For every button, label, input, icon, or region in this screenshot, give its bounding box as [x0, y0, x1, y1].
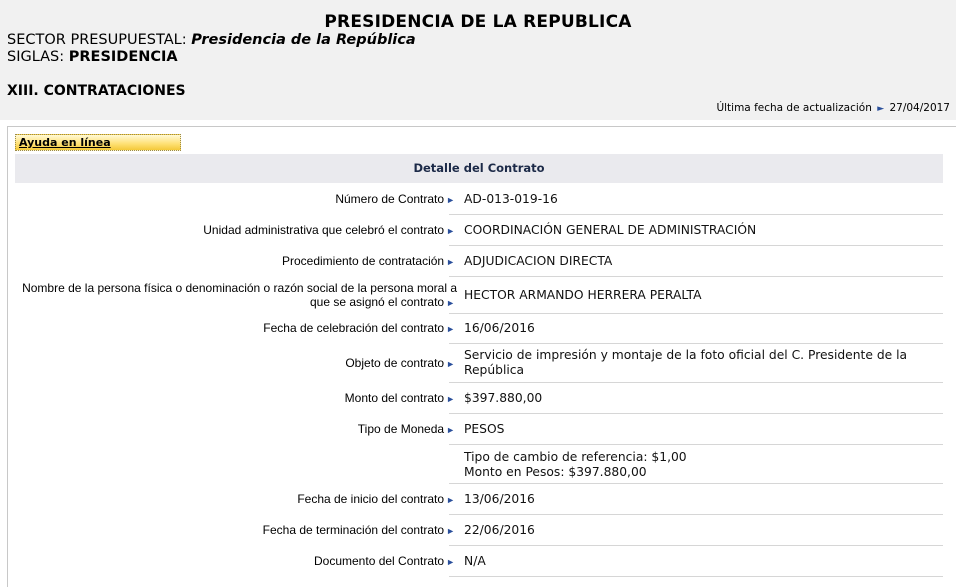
row-divider [449, 413, 943, 414]
row-divider [449, 276, 943, 277]
arrow-right-icon: ► [446, 257, 455, 267]
arrow-right-icon: ► [446, 324, 455, 334]
page-title: PRESIDENCIA DE LA REPUBLICA [324, 12, 632, 32]
field-label: Documento del Contrato ► [314, 554, 455, 568]
arrow-right-icon: ► [446, 425, 455, 435]
arrow-right-icon: ► [877, 104, 885, 114]
field-value: 16/06/2016 [464, 321, 535, 335]
field-value: Tipo de cambio de referencia: $1,00 Monto en Pesos: $397.880,00 [464, 450, 687, 479]
section-title: XIII. CONTRATACIONES [7, 83, 186, 99]
arrow-right-icon: ► [446, 526, 455, 536]
row-divider [449, 545, 943, 546]
arrow-right-icon: ► [446, 359, 455, 369]
updated-label: Última fecha de actualización [716, 102, 872, 114]
field-label: Objeto de contrato ► [345, 356, 455, 370]
row-divider [449, 245, 943, 246]
sector-value: Presidencia de la República [191, 32, 416, 48]
row-divider [449, 576, 943, 577]
field-value: $397.880,00 [464, 391, 543, 405]
sector-label: SECTOR PRESUPUESTAL: [7, 32, 187, 48]
field-value: ADJUDICACION DIRECTA [464, 254, 613, 268]
row-divider [449, 343, 943, 344]
updated-value: 27/04/2017 [889, 102, 950, 114]
field-value: N/A [464, 554, 486, 568]
row-divider [449, 483, 943, 484]
row-divider [449, 313, 943, 314]
siglas-line [7, 49, 178, 65]
siglas-value: PRESIDENCIA [68, 49, 178, 65]
page-header [0, 0, 956, 120]
arrow-right-icon: ► [446, 557, 455, 567]
field-label: Fecha de terminación del contrato ► [262, 523, 455, 537]
field-label: Fecha de celebración del contrato ► [263, 321, 455, 335]
help-link[interactable]: Ayuda en línea [19, 136, 111, 149]
row-divider [449, 514, 943, 515]
sector-line [7, 32, 416, 48]
field-label: Procedimiento de contratación ► [281, 254, 455, 268]
row-divider [449, 382, 943, 383]
arrow-right-icon: ► [446, 394, 455, 404]
arrow-right-icon: ► [446, 298, 455, 308]
siglas-label: SIGLAS: [7, 49, 65, 65]
field-label: Monto del contrato ► [344, 391, 455, 405]
field-value: HECTOR ARMANDO HERRERA PERALTA [464, 288, 702, 302]
row-divider [449, 214, 943, 215]
detail-heading: Detalle del Contrato [15, 154, 943, 183]
field-value: 13/06/2016 [464, 492, 535, 506]
field-label: Nombre de la persona física o denominación o razón social de la persona moral a que se asignó el contrato ► [22, 281, 457, 309]
arrow-right-icon: ► [446, 495, 455, 505]
field-label: Número de Contrato ► [335, 192, 455, 206]
field-label: Fecha de inicio del contrato ► [297, 492, 455, 506]
field-value: COORDINACIÓN GENERAL DE ADMINISTRACIÓN [464, 223, 757, 237]
field-label: Tipo de Moneda ► [357, 422, 455, 436]
field-value: Servicio de impresión y montaje de la foto oficial del C. Presidente de la República [464, 348, 908, 377]
arrow-right-icon: ► [446, 226, 455, 236]
help-button[interactable] [15, 134, 181, 151]
row-divider [449, 444, 943, 445]
field-value: PESOS [464, 422, 505, 436]
field-value: 22/06/2016 [464, 523, 535, 537]
field-label: Unidad administrativa que celebró el contrato ► [203, 223, 455, 237]
field-value: AD-013-019-16 [464, 192, 558, 206]
arrow-right-icon: ► [446, 195, 455, 205]
last-updated [716, 102, 950, 114]
